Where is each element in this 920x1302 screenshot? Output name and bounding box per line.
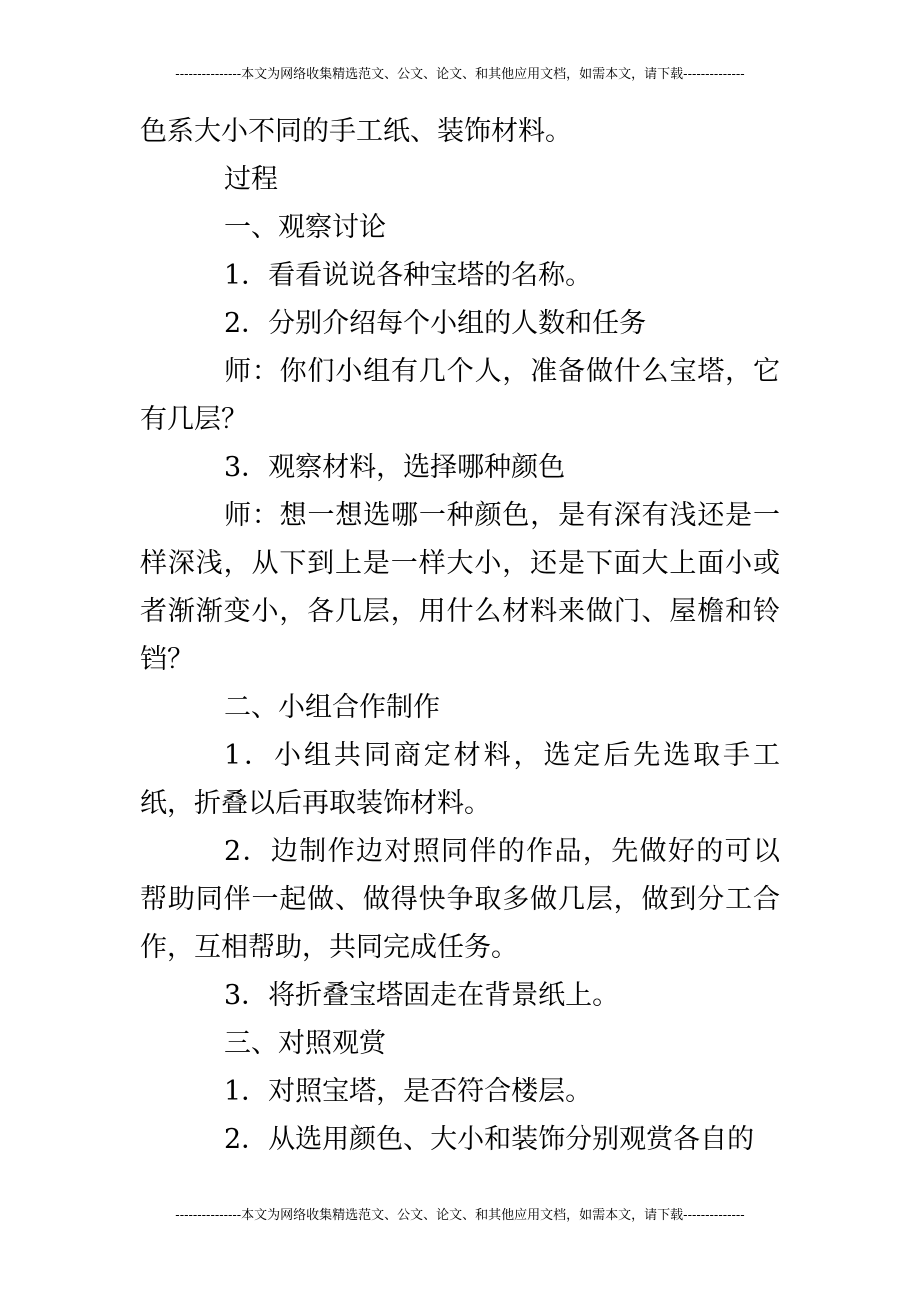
paragraph: 师：你们小组有几个人，准备做什么宝塔，它有几层？: [140, 356, 780, 435]
page-header-note: ---------------本文为网络收集精选范文、公文、论文、和其他应用文档，如需本文，请下载--------------: [175, 67, 745, 82]
list-item: 1．小组共同商定材料，选定后先选取手工纸，折叠以后再取装饰材料。: [140, 740, 780, 819]
list-item: 3．观察材料，选择哪种颜色: [224, 452, 566, 483]
section-heading: 二、小组合作制作: [224, 692, 440, 723]
paragraph: 色系大小不同的手工纸、装饰材料。: [140, 116, 572, 147]
list-item: 2．边制作边对照同伴的作品，先做好的可以帮助同伴一起做、做得快争取多做几层，做到分工合作，互相帮助，共同完成任务。: [140, 836, 780, 963]
list-item: 3．将折叠宝塔固走在背景纸上。: [224, 980, 620, 1011]
page-footer-note: ---------------本文为网络收集精选范文、公文、论文、和其他应用文档，如需本文，请下载--------------: [175, 1208, 745, 1223]
section-heading: 三、对照观赏: [224, 1028, 386, 1059]
list-item: 2．从选用颜色、大小和装饰分别观赏各自的: [224, 1124, 755, 1155]
list-item: 2．分别介绍每个小组的人数和任务: [224, 308, 647, 339]
document-body: [140, 108, 780, 1164]
paragraph: 师：想一想选哪一种颜色，是有深有浅还是一样深浅，从下到上是一样大小，还是下面大上面小或者渐渐变小，各几层，用什么材料来做门、屋檐和铃铛？: [140, 500, 780, 675]
list-item: 1．对照宝塔，是否符合楼层。: [224, 1076, 593, 1107]
section-heading: 一、观察讨论: [224, 212, 386, 243]
paragraph: 过程: [224, 164, 278, 195]
list-item: 1．看看说说各种宝塔的名称。: [224, 260, 593, 291]
